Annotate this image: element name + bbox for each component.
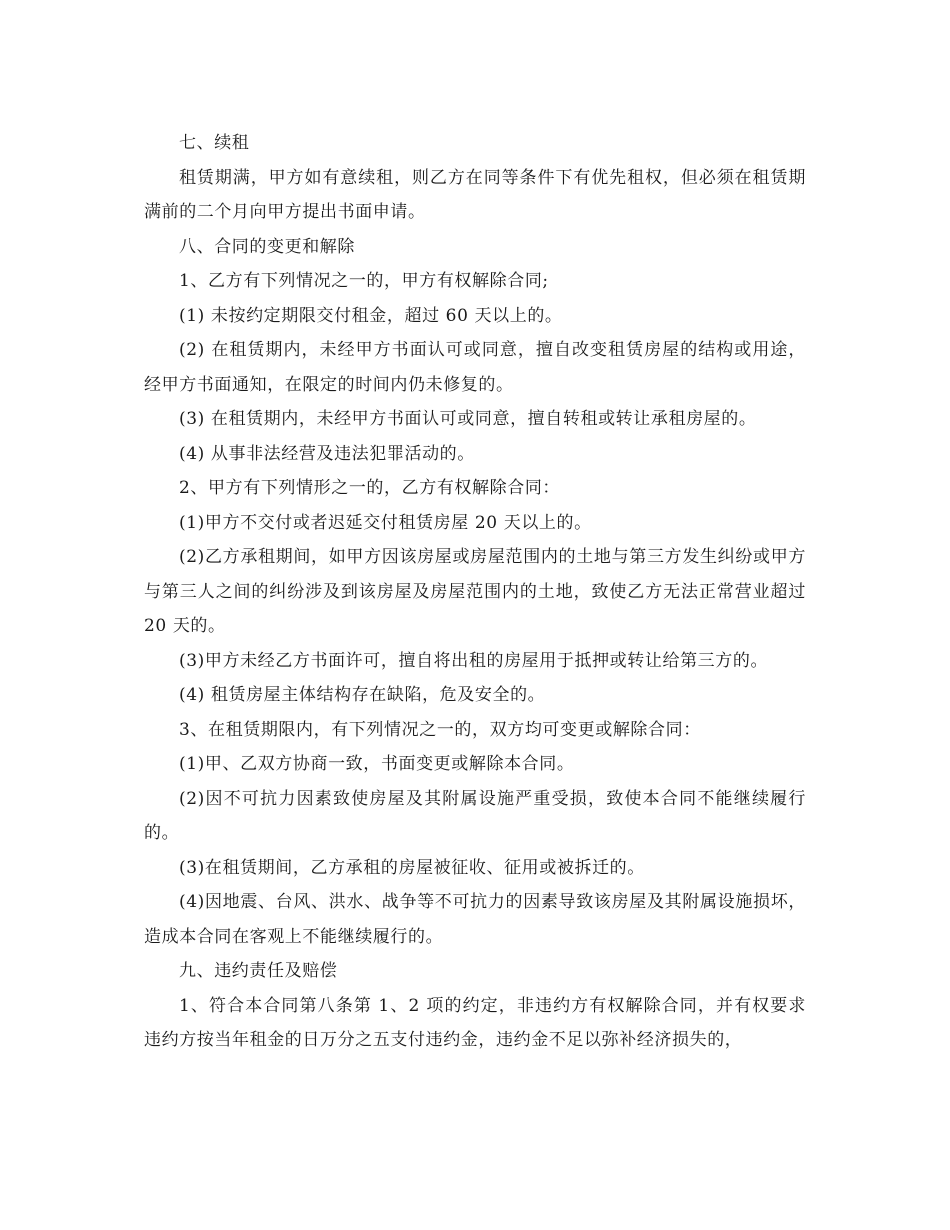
clause-3-item-1: (1)甲、乙双方协商一致，书面变更或解除本合同。: [179, 754, 575, 774]
clause-3-item-3: (3)在租赁期间，乙方承租的房屋被征收、征用或被拆迁的。: [179, 857, 645, 878]
clause-1-item-4: (4) 从事非法经营及违法犯罪活动的。: [179, 443, 475, 464]
clause-3-item-2: (2)因不可抗力因素致使房屋及其附属设施严重受损，致使本合同不能继续履行的。: [144, 788, 806, 843]
clause-2-item-1: (1)甲方不交付或者迟延交付租赁房屋 20 天以上的。: [179, 512, 592, 533]
clause-1-item-3: (3) 在租赁期内，未经甲方书面认可或同意，擅自转租或转让承租房屋的。: [179, 409, 757, 429]
clause-1-party-b-cases: 1、乙方有下列情况之一的，甲方有权解除合同;: [179, 271, 549, 291]
section-heading-renewal: 七、续租: [179, 133, 250, 153]
breach-clause-1: 1、符合本合同第八条第 1、2 项的约定，非违约方有权解除合同，并有权要求违约方按当年租金的日万分之五支付违约金，违约金不足以弥补经济损失的，: [144, 995, 806, 1050]
clause-2-party-a-cases: 2、甲方有下列情形之一的，乙方有权解除合同：: [179, 478, 561, 498]
clause-1-item-1: (1) 未按约定期限交付租金，超过 60 天以上的。: [179, 305, 563, 326]
section-heading-change-termination: 八、合同的变更和解除: [179, 236, 355, 257]
clause-2-item-2: (2)乙方承租期间，如甲方因该房屋或房屋范围内的土地与第三方发生纠纷或甲方与第三人之间的纠纷涉及到该房屋及房屋范围内的土地，致使乙方无法正常营业超过 20 天的。: [144, 547, 806, 636]
clause-3-item-4: (4)因地震、台风、洪水、战争等不可抗力的因素导致该房屋及其附属设施损坏，造成本合同在客观上不能继续履行的。: [144, 892, 806, 947]
document-body: [144, 126, 806, 1058]
paragraph-renewal-terms: 租赁期满，甲方如有意续租，则乙方在同等条件下有优先租权，但必须在租赁期满前的二个月向甲方提出书面申请。: [144, 167, 806, 222]
clause-2-item-3: (3)甲方未经乙方书面许可，擅自将出租的房屋用于抵押或转让给第三方的。: [179, 650, 769, 671]
clause-3-mutual-cases: 3、在租赁期限内，有下列情况之一的，双方均可变更或解除合同：: [179, 719, 701, 740]
clause-2-item-4: (4) 租赁房屋主体结构存在缺陷，危及安全的。: [179, 685, 546, 705]
section-heading-breach-liability: 九、违约责任及赔偿: [179, 961, 338, 981]
clause-1-item-2: (2) 在租赁期内，未经甲方书面认可或同意，擅自改变租赁房屋的结构或用途，经甲方书面通知，在限定的时间内仍未修复的。: [144, 340, 806, 395]
